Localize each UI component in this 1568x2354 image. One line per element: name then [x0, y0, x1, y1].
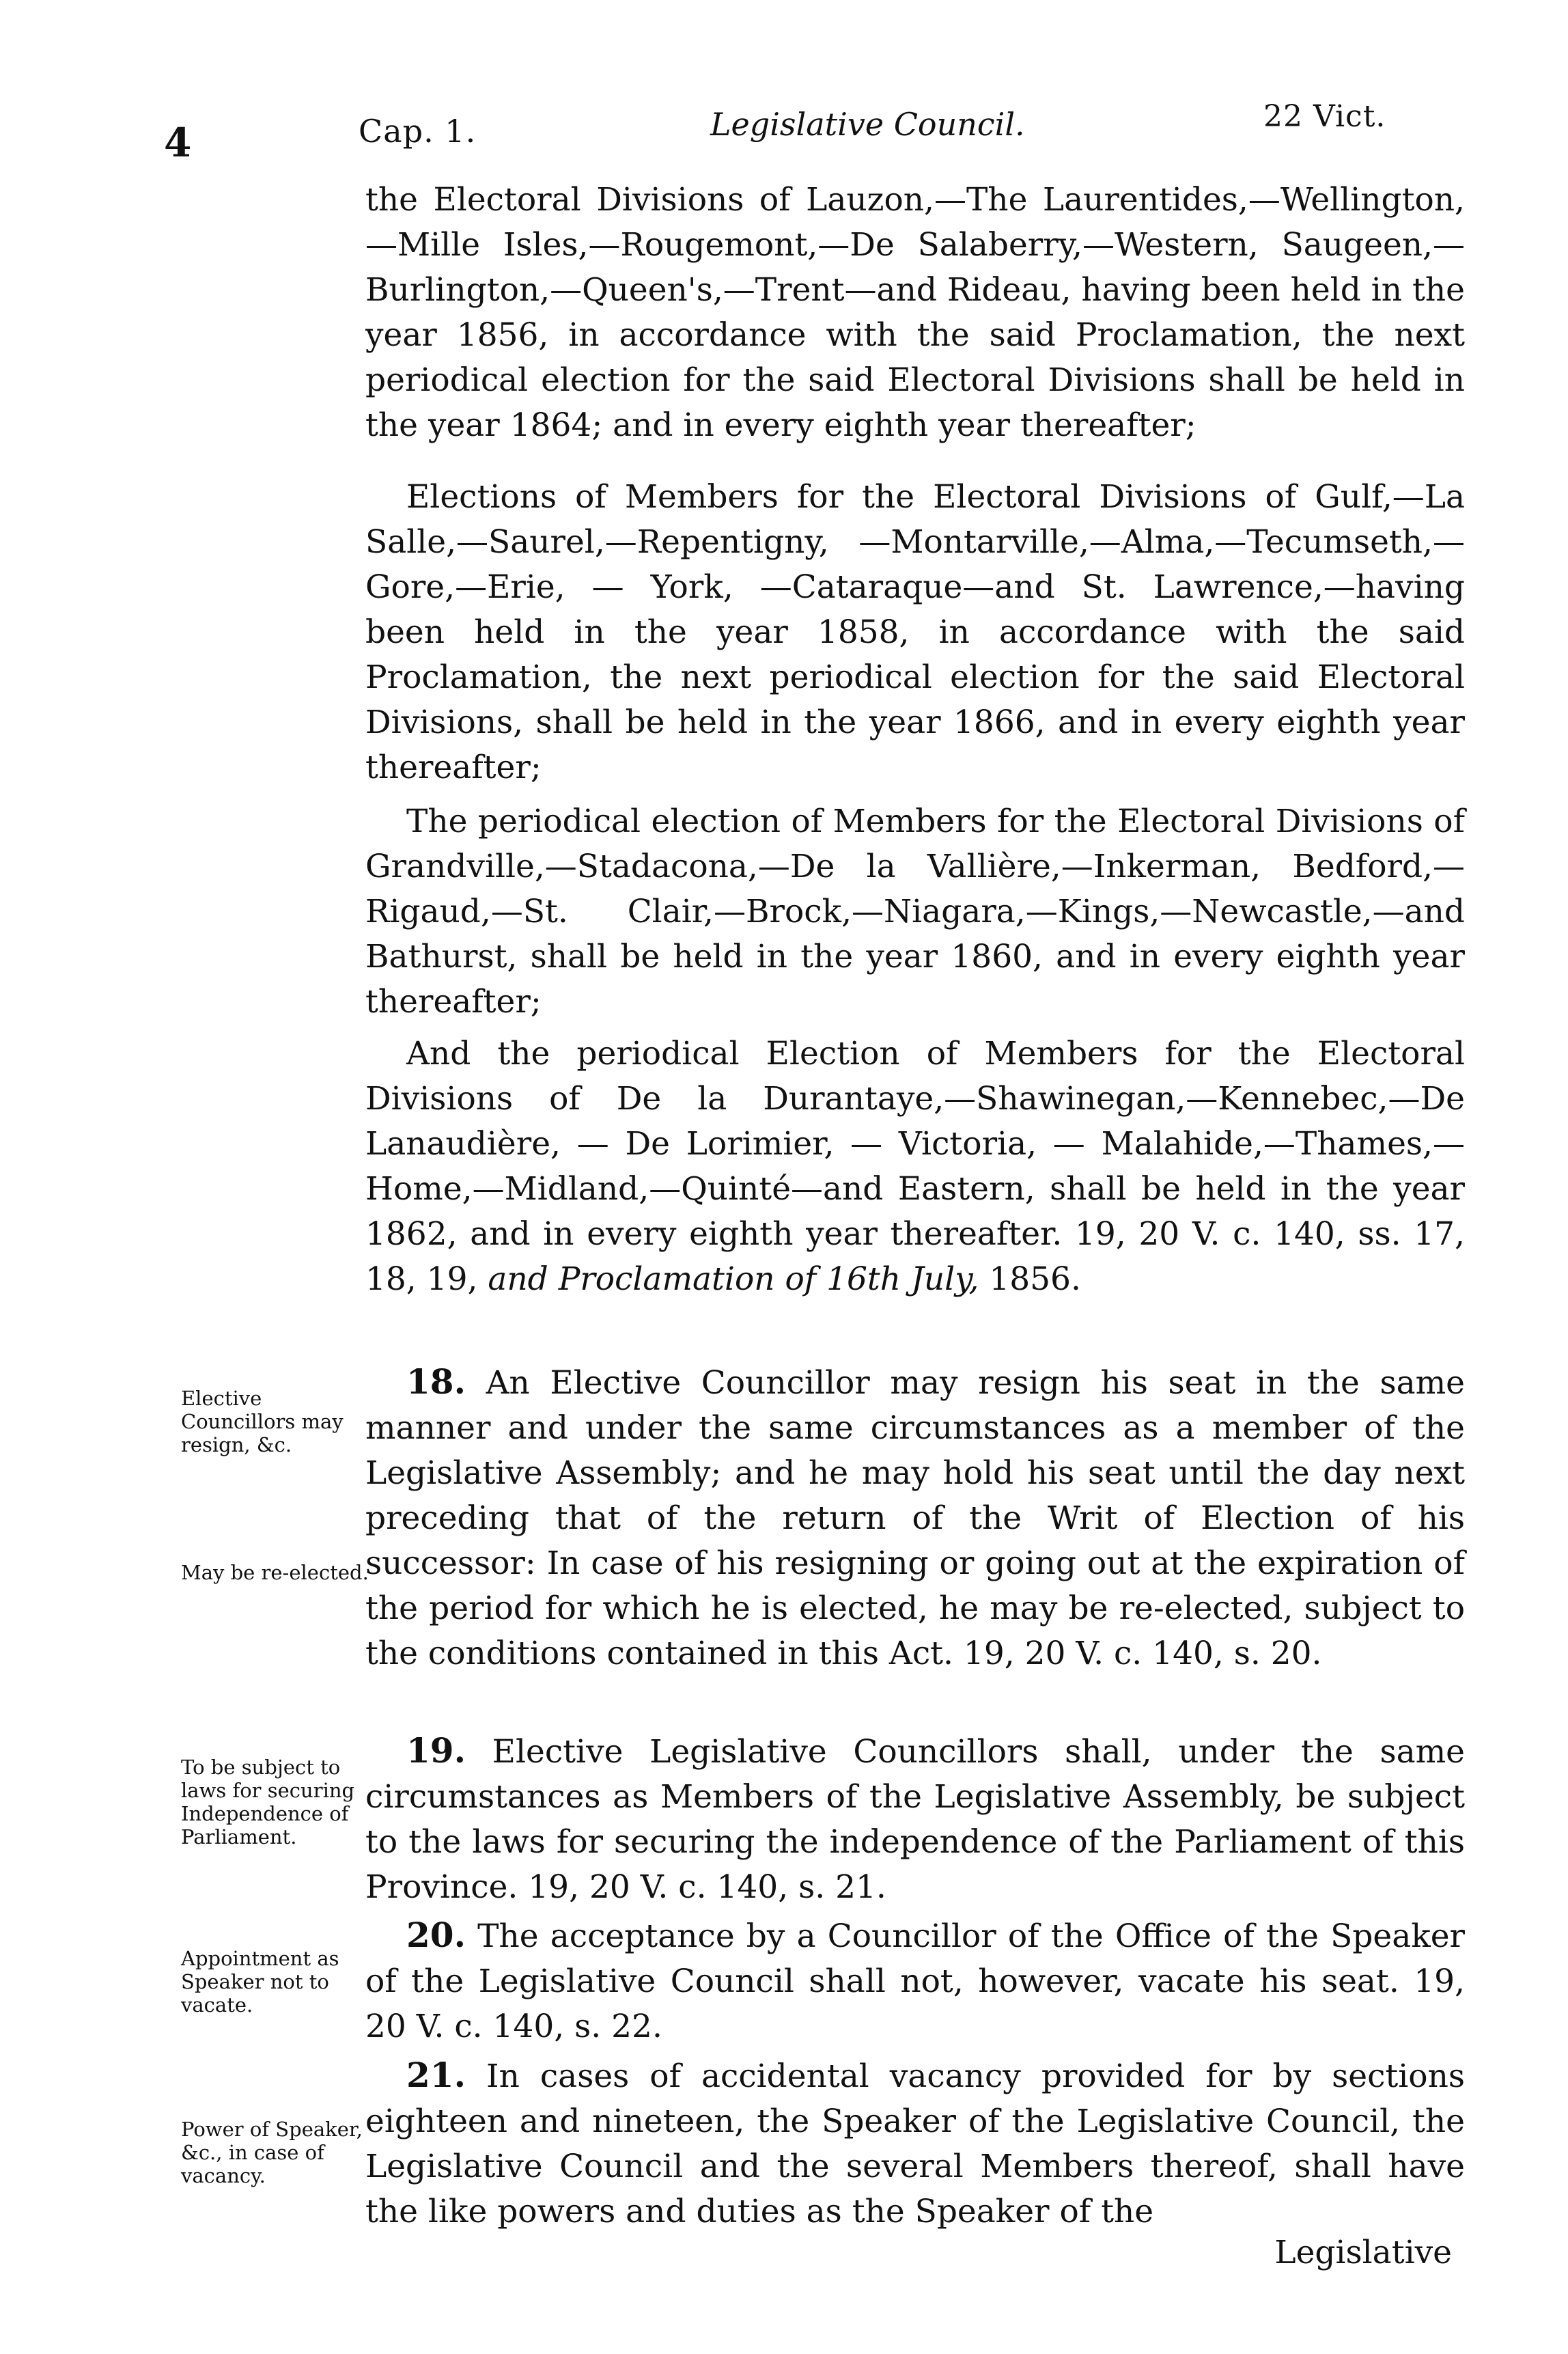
paragraph-elections-gulf: Elections of Members for the Electoral Divisions of Gulf,—La Salle,—Saurel,—Repentigny, —Montarville,—Alma,—Tecumseth,—Gore,—Erie, — York, —Cataraque—and St. Lawrence,—having been held in the year 1858, in accordance with the said Proclamation, the next periodical election for the said Electoral Divisions, shall be held in the year 1866, and in every eighth year thereafter;	[365, 478, 1465, 786]
section-19-number: 19.	[406, 1730, 466, 1771]
section-20-number: 20.	[406, 1915, 466, 1955]
catchword: Legislative	[1274, 2234, 1452, 2271]
marginal-note-resign: Elective Councillors may resign, &c.	[181, 1387, 344, 1456]
running-title: Legislative Council.	[710, 106, 1025, 143]
paragraph-continuation: the Electoral Divisions of Lauzon,—The Laurentides,—Wellington,—Mille Isles,—Rougemont,—De Salaberry,—Western, Saugeen,—Burlington,—Queen's,—Trent—and Rideau, having been held in the year 1856, in accordance with the said Proclamation, the next periodical election for the said Electoral Divisions shall be held in the year 1864; and in every eighth year thereafter;	[365, 181, 1465, 444]
section-21	[365, 2053, 1465, 2234]
page-number: 4	[164, 120, 192, 166]
paragraph-election-durantaye	[365, 1031, 1465, 1302]
proclamation-citation: and Proclamation of 16th July,	[488, 1260, 979, 1298]
marginal-note-vacancy-power: Power of Speaker, &c., in case of vacancy.	[181, 2118, 363, 2187]
section-18-text: An Elective Councillor may resign his seat in the same manner and under the same circumstances as a member of the Legislative Assembly; and he may hold his seat until the day next preceding that of the return of the Writ of Election of his successor: In case of his resigning or going out at the expiration of the period for which he is elected, he may be re-elected, subject to the conditions contained in this Act. 19, 20 V. c. 140, s. 20.	[365, 1364, 1465, 1672]
section-21-number: 21.	[406, 2055, 466, 2095]
section-19-text: Elective Legislative Councillors shall, under the same circumstances as Members of the Legislative Assembly, be subject to the laws for securing the independence of the Parliament of this Province. 19, 20 V. c. 140, s. 21.	[365, 1733, 1465, 1906]
section-20-text: The acceptance by a Councillor of the Office of the Speaker of the Legislative Council shall not, however, vacate his seat. 19, 20 V. c. 140, s. 22.	[365, 1917, 1465, 2045]
section-20	[365, 1913, 1465, 2049]
section-21-text: In cases of accidental vacancy provided for by sections eighteen and nineteen, the Speaker of the Legislative Council, the Legislative Council and the several Members thereof, shall have the like powers and duties as the Speaker of the	[365, 2058, 1465, 2230]
marginal-note-independence: To be subject to laws for securing Independence of Parliament.	[181, 1756, 355, 1848]
proclamation-year: 1856.	[979, 1260, 1081, 1298]
paragraph-election-grandville: The periodical election of Members for the Electoral Divisions of Grandville,—Stadacona,—De la Vallière,—Inkerman, Bedford,—Rigaud,—St. Clair,—Brock,—Niagara,—Kings,—Newcastle,—and Bathurst, shall be held in the year 1860, and in every eighth year thereafter;	[365, 803, 1465, 1021]
marginal-note-reelected: May be re-elected.	[181, 1561, 369, 1584]
section-19	[365, 1728, 1465, 1910]
running-header	[0, 65, 1568, 166]
paragraph-election-durantaye-text: And the periodical Election of Members for the Electoral Divisions of De la Durantaye,—Shawinegan,—Kennebec,—De Lanaudière, — De Lorimier, — Victoria, — Malahide,—Thames,—Home,—Midland,—Quinté—and Eastern, shall be held in the year 1862, and in every eighth year thereafter. 19, 20 V. c. 140, ss. 17, 18, 19,	[365, 1035, 1465, 1298]
regnal-year: 22 Vict.	[1263, 99, 1386, 134]
chapter-label: Cap. 1.	[359, 113, 477, 150]
section-18-number: 18.	[406, 1361, 466, 1402]
marginal-note-speaker-appointment: Appointment as Speaker not to vacate.	[181, 1947, 339, 2017]
section-18	[365, 1359, 1465, 1676]
